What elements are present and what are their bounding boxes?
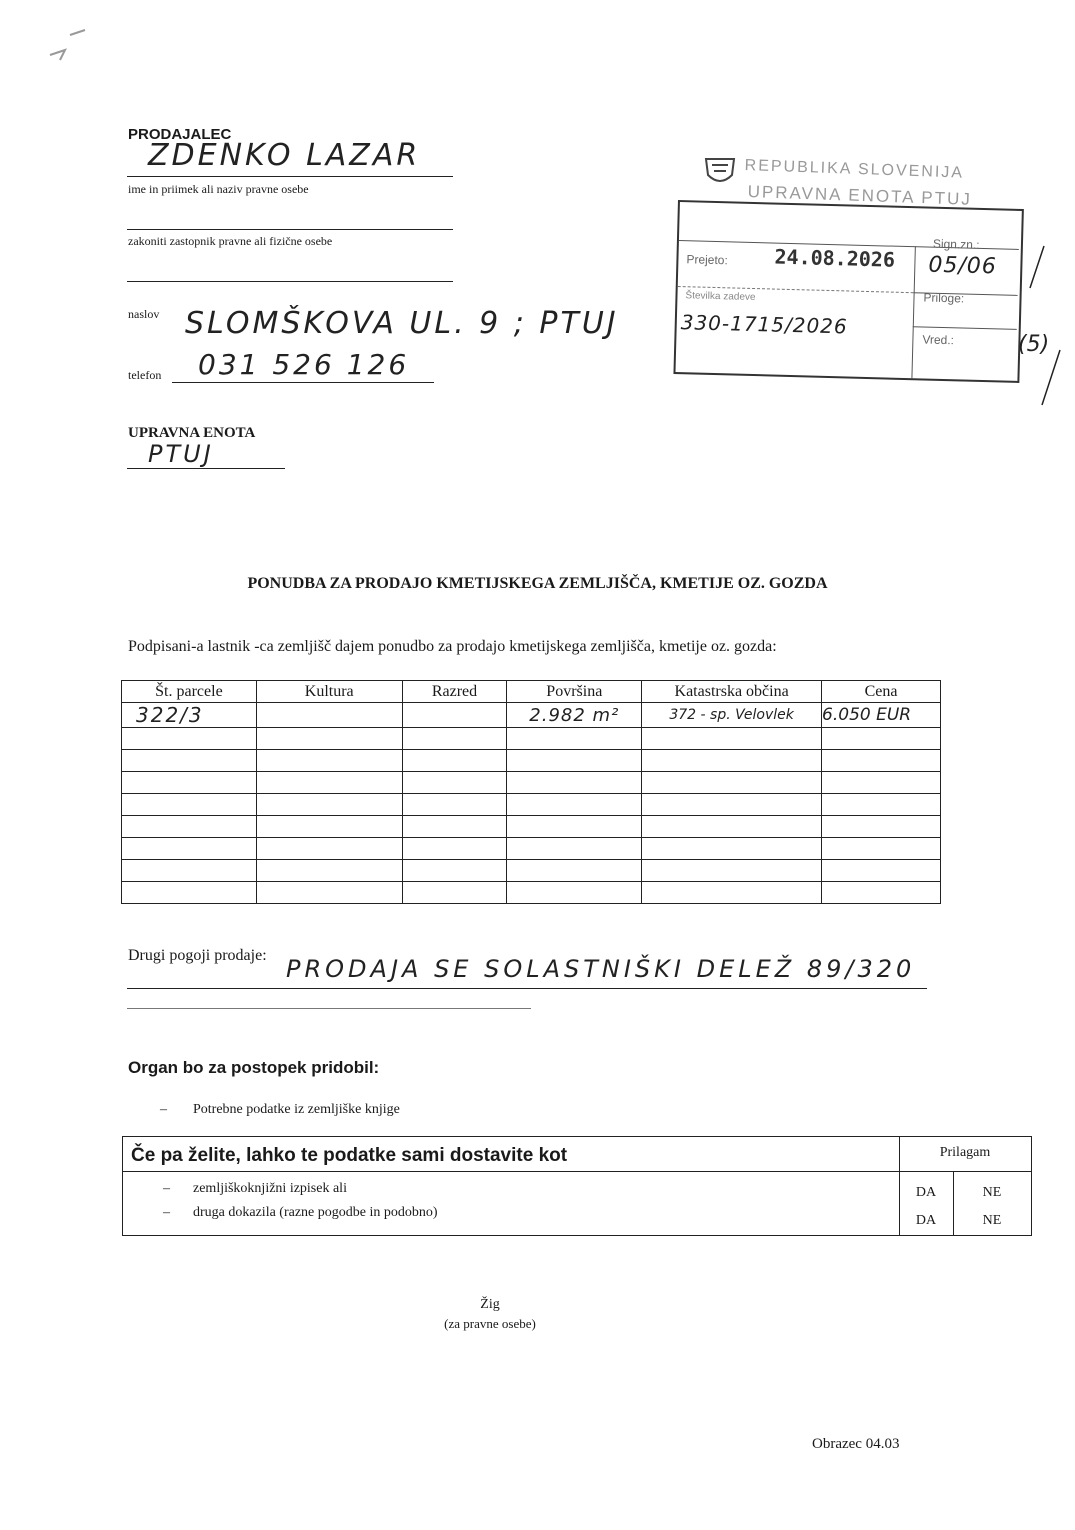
form-code: Obrazec 04.03 [812, 1436, 900, 1452]
stamp-margin-note: (5) [1018, 332, 1050, 357]
table-row [122, 772, 941, 794]
rep-line-2 [127, 281, 453, 282]
stamp-sign-value: 05/06 [928, 252, 998, 280]
rep-line [127, 229, 453, 230]
col-header-class: Razred [402, 681, 507, 703]
attach-no-2[interactable]: NE [982, 1213, 1002, 1228]
cell-area: 2.982 m² [507, 703, 642, 728]
col-header-cadastral: Katastrska občina [642, 681, 822, 703]
seal-label: Žig [480, 1297, 500, 1312]
attach-yes-1[interactable]: DA [915, 1185, 937, 1200]
attach-no-1[interactable]: NE [982, 1185, 1002, 1200]
seller-heading: PRODAJALEC [128, 126, 232, 143]
table-row [122, 703, 941, 728]
form-title: PONUDBA ZA PRODAJO KMETIJSKEGA ZEMLJIŠČA, KMETIJE OZ. GOZDA [247, 575, 828, 592]
corner-mark [40, 20, 100, 70]
seller-name-line [127, 176, 453, 177]
cell-parcel: 322/3 [122, 703, 257, 728]
receipt-stamp [673, 200, 1023, 383]
rep-caption: zakoniti zastopnik pravne ali fizične osebe [128, 234, 333, 248]
table-row [122, 860, 941, 882]
table-row [122, 728, 941, 750]
coat-of-arms-icon [702, 155, 738, 187]
cell-cadastral: 372 - sp. Velovlek [642, 703, 822, 728]
item-dash: – [163, 1181, 170, 1196]
seller-name-caption: ime in priimek ali naziv pravne osebe [128, 182, 309, 196]
phone-line [172, 382, 434, 383]
attach-heading: Prilagam [939, 1145, 991, 1160]
other-terms-line-2 [127, 1008, 531, 1009]
seller-name-value: ZDENKO LAZAR [148, 138, 421, 173]
organ-dash: – [160, 1102, 167, 1117]
col-header-culture: Kultura [256, 681, 402, 703]
office-line [127, 468, 285, 469]
attach-item-1: zemljiškoknjižni izpisek ali [193, 1181, 347, 1196]
attach-item-2: druga dokazila (razne pogodbe in podobno) [193, 1205, 438, 1220]
phone-label: telefon [128, 368, 162, 382]
stamp-received-label: Prejeto: [686, 252, 728, 268]
stamp-value-label: Vred.: [922, 332, 955, 348]
office-value: PTUJ [148, 440, 214, 468]
stamp-line1: REPUBLIKA SLOVENIJA [744, 157, 965, 182]
parcel-table [121, 680, 941, 904]
item-dash: – [163, 1205, 170, 1220]
table-row [122, 816, 941, 838]
attach-yes-2[interactable]: DA [915, 1213, 937, 1228]
col-header-area: Površina [507, 681, 642, 703]
self-supply-box [122, 1136, 1032, 1236]
seal-caption: (za pravne osebe) [444, 1316, 536, 1331]
margin-strokes [1020, 240, 1065, 410]
intro-text: Podpisani-a lastnik -ca zemljišč dajem ponudbo za prodajo kmetijskega zemljišča, kmetije oz. gozda: [128, 638, 777, 655]
address-label: naslov [128, 307, 160, 321]
stamp-sign-label: Sign.zn.: [932, 236, 980, 252]
box-heading: Če pa želite, lahko te podatke sami dostavite kot [131, 1145, 568, 1166]
stamp-received-value: 24.08.2026 [774, 244, 896, 272]
stamp-line2: UPRAVNA ENOTA PTUJ [747, 182, 973, 209]
table-row [122, 882, 941, 904]
cell [402, 703, 507, 728]
organ-heading: Organ bo za postopek pridobil: [128, 1058, 380, 1077]
cell [256, 703, 402, 728]
other-terms-value: PRODAJA SE SOLASTNIŠKI DELEŽ 89/320 [286, 955, 916, 983]
table-row [122, 794, 941, 816]
table-row [122, 750, 941, 772]
phone-value: 031 526 126 [198, 348, 410, 381]
office-heading: UPRAVNA ENOTA [128, 425, 256, 441]
other-terms-line [127, 988, 927, 989]
stamp-attach-label: Priloge: [923, 290, 965, 306]
cell-price: 6.050 EUR [822, 703, 941, 728]
other-terms-label: Drugi pogoji prodaje: [128, 947, 267, 964]
col-header-price: Cena [822, 681, 941, 703]
table-row [122, 838, 941, 860]
organ-item: Potrebne podatke iz zemljiške knjige [193, 1102, 400, 1117]
stamp-number-label: Številka zadeve [685, 290, 756, 304]
col-header-parcel: Št. parcele [122, 681, 257, 703]
stamp-number-value: 330-1715/2026 [680, 310, 848, 339]
address-value: SLOMŠKOVA UL. 9 ; PTUJ [185, 306, 619, 341]
